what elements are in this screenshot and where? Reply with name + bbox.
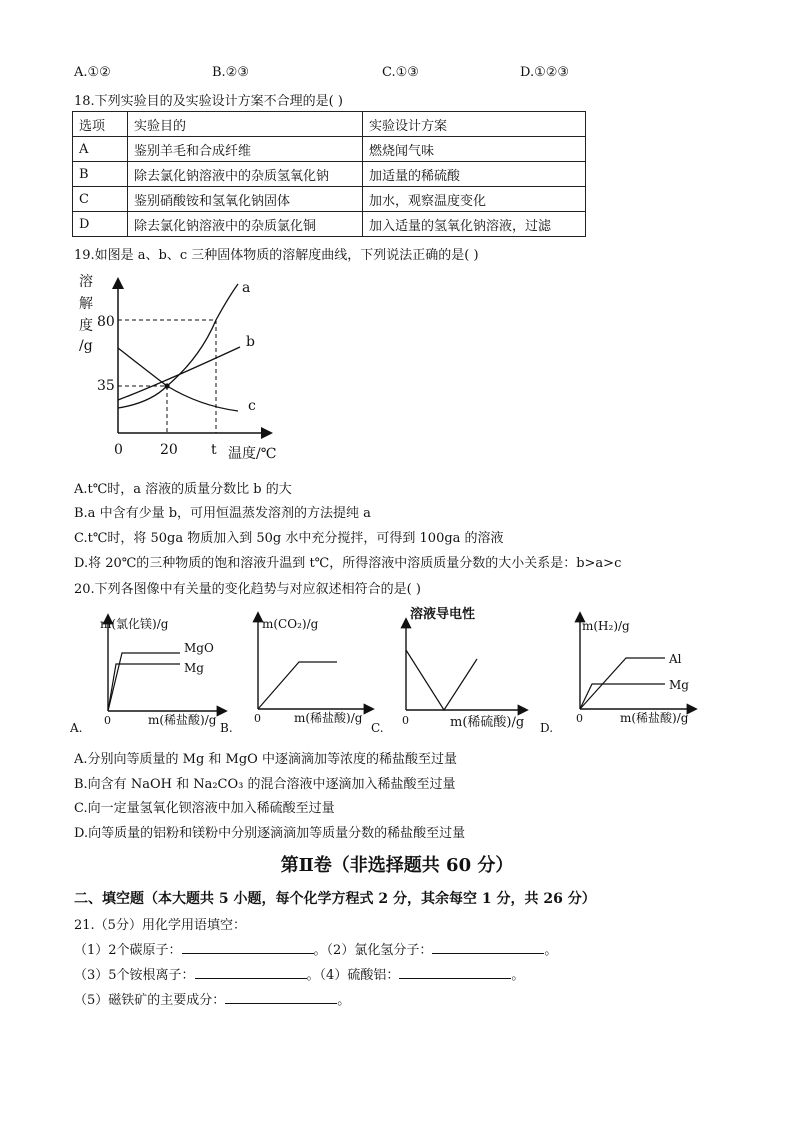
y-label: m(氯化镁)/g [100,617,169,631]
graph-letter: A. [70,721,83,735]
x-label: m(稀盐酸)/g [620,711,689,725]
y-label-4: /g [79,338,93,354]
y-label: 溶液导电性 [410,607,476,622]
line-mg [580,684,665,709]
x-tick-20: 20 [160,442,178,458]
table-row [73,162,586,187]
solubility-chart [70,268,290,468]
line-co2 [258,662,337,709]
intersection-point [164,383,169,388]
origin-label: 0 [576,712,583,725]
q19-option-d: D.将 20℃的三种物质的饱和溶液升温到 t℃，所得溶液中溶质质量分数的大小关系是：b>a>c [74,556,622,571]
line-mgo [108,653,180,711]
table-cell: 加适量的稀硫酸 [363,162,586,187]
label-mgo: MgO [184,641,214,655]
table-cell: 加入适量的氢氧化钠溶液，过滤 [363,212,586,237]
q21-item-end: 。 [511,968,525,983]
table-cell: A [73,137,128,162]
section-heading: 二、填空题（本大题共 5 小题，每个化学方程式 2 分，其余每空 1 分，共 26 分） [74,891,596,907]
q21-item-5: （5）磁铁矿的主要成分： [74,993,226,1008]
table-header: 选项 [73,112,128,137]
q19-option-a: A.t℃时，a 溶液的质量分数比 b 的大 [74,482,292,497]
graph-b [220,606,380,740]
graph-a [70,606,230,740]
table-header-row [73,112,586,137]
y-label: m(CO₂)/g [262,617,319,631]
option-b: B.②③ [212,65,249,80]
curve-a-label: a [242,280,251,296]
graph-letter: B. [220,721,233,735]
q21-item-1: （1）2个碳原子： [74,943,182,958]
q19-stem: 19.如图是 a、b、c 三种固体物质的溶解度曲线，下列说法正确的是( ) [74,248,479,263]
q21-item-4: 。（4）硫酸铝： [306,968,400,983]
graph-letter: C. [371,721,384,735]
table-cell: 鉴别羊毛和合成纤维 [128,137,363,162]
x-label: m(稀盐酸)/g [148,713,217,727]
y-label-2: 解 [79,296,93,312]
table-cell: D [73,212,128,237]
label-mg: Mg [184,661,204,675]
table-row [73,187,586,212]
table-header: 实验设计方案 [363,112,586,137]
q21-line-2 [74,964,524,983]
y-label-1: 溶 [79,274,93,290]
table-cell: 除去氯化钠溶液中的杂质氯化铜 [128,212,363,237]
q20-option-b: B.向含有 NaOH 和 Na₂CO₃ 的混合溶液中逐滴加入稀盐酸至过量 [74,777,456,792]
y-label: m(H₂)/g [582,619,630,633]
q21-item-end: 。 [337,993,351,1008]
line-conductivity [406,650,477,710]
q21-line-1 [74,939,557,958]
y-tick-80: 80 [97,314,115,330]
origin-label: 0 [114,442,123,458]
q20-option-d: D.向等质量的铝粉和镁粉中分别逐滴滴加等质量分数的稀盐酸至过量 [74,826,466,841]
table-cell: 加水，观察温度变化 [363,187,586,212]
answer-blank[interactable] [432,941,544,954]
q21-item-2: 。（2）氯化氢分子： [313,943,433,958]
q18-stem: 18.下列实验目的及实验设计方案不合理的是( ) [74,94,343,109]
option-c: C.①③ [382,65,419,80]
line-mg [108,664,180,711]
y-label-3: 度 [79,318,93,334]
table-cell: 鉴别硝酸铵和氢氧化钠固体 [128,187,363,212]
graph-letter: D. [540,721,554,735]
label-mg: Mg [669,678,689,692]
q19-option-b: B.a 中含有少量 b，可用恒温蒸发溶剂的方法提纯 a [74,506,371,521]
curve-c [118,348,238,411]
table-cell: B [73,162,128,187]
q18-table [72,111,586,237]
answer-blank[interactable] [225,991,337,1004]
origin-label: 0 [254,712,261,725]
answer-blank[interactable] [195,966,307,979]
x-axis-label: 温度/℃ [228,446,277,462]
q21-item-3: （3）5个铵根离子： [74,968,195,983]
q20-option-c: C.向一定量氢氧化钡溶液中加入稀硫酸至过量 [74,801,335,816]
y-tick-35: 35 [97,378,115,394]
q20-option-a: A.分别向等质量的 Mg 和 MgO 中逐滴滴加等浓度的稀盐酸至过量 [74,752,457,767]
q19-option-c: C.t℃时，将 50ga 物质加入到 50g 水中充分搅拌，可得到 100ga 的溶液 [74,531,504,546]
x-label: m(稀硫酸)/g [450,715,525,730]
answer-blank[interactable] [399,966,511,979]
x-label: m(稀盐酸)/g [294,711,363,725]
option-d: D.①②③ [520,65,570,80]
origin-label: 0 [104,714,111,727]
q21-line-3 [74,989,350,1008]
q21-item-end: 。 [544,943,558,958]
part-two-title: 第Ⅱ卷（非选择题共 60 分） [280,855,514,876]
table-header: 实验目的 [128,112,363,137]
table-cell: 除去氯化钠溶液中的杂质氢氧化钠 [128,162,363,187]
x-tick-t: t [211,442,217,458]
origin-label: 0 [402,714,409,727]
q21-stem: 21.（5分）用化学用语填空： [74,918,246,933]
label-al: Al [669,652,682,666]
table-cell: C [73,187,128,212]
curve-a [118,284,238,408]
option-a: A.①② [74,65,111,80]
table-cell: 燃烧闻气味 [363,137,586,162]
curve-c-label: c [248,398,256,414]
graph-d [540,606,740,740]
curve-b-label: b [246,334,255,350]
answer-blank[interactable] [182,941,314,954]
q20-stem: 20.下列各图像中有关量的变化趋势与对应叙述相符合的是( ) [74,582,421,597]
table-row [73,137,586,162]
table-row [73,212,586,237]
graph-c [368,604,558,740]
